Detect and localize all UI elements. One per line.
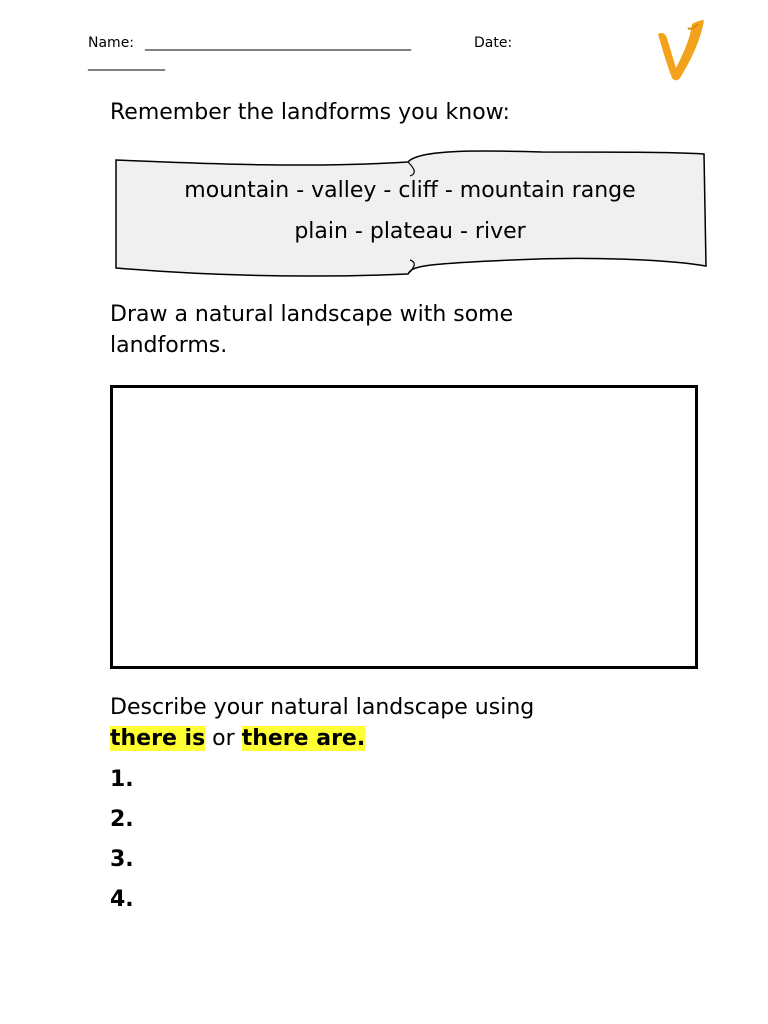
intro-heading: Remember the landforms you know: (110, 100, 510, 125)
name-blank[interactable]: ______________________________________ (145, 35, 411, 51)
or-word: or (212, 726, 235, 751)
answer-number-4: 4. (110, 887, 134, 912)
describe-instruction-line-2 (110, 723, 365, 754)
answer-number-3: 3. (110, 847, 134, 872)
draw-instruction-line-1: Draw a natural landscape with some (110, 302, 514, 327)
date-label: Date: (474, 35, 513, 51)
date-blank[interactable]: ___________ (88, 55, 165, 71)
v-logo-icon (652, 18, 708, 84)
draw-instruction-line-2: landforms. (110, 333, 228, 358)
highlight-there-are: there are. (241, 726, 366, 751)
word-bank-banner (112, 148, 708, 280)
word-bank-line-2: plain - plateau - river (294, 219, 526, 244)
highlight-there-is: there is (110, 726, 206, 751)
name-label: Name: (88, 35, 135, 51)
drawing-area[interactable] (110, 385, 698, 669)
answer-number-2: 2. (110, 807, 134, 832)
describe-instruction-line-1: Describe your natural landscape using (110, 695, 535, 720)
answer-number-1: 1. (110, 767, 134, 792)
word-bank-line-1: mountain - valley - cliff - mountain range (184, 178, 636, 203)
